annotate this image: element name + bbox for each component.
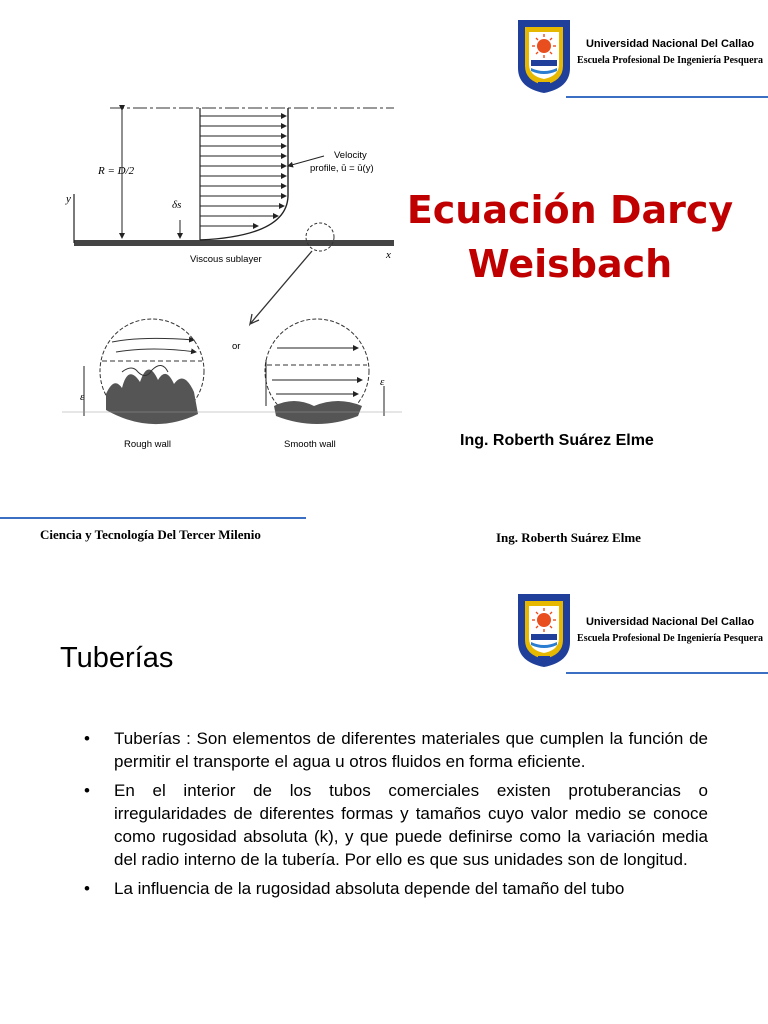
epsilon-left-label: ε <box>80 391 85 403</box>
list-item <box>84 779 708 871</box>
x-axis-label: x <box>386 249 391 261</box>
bullet-text: Tuberías : Son elementos de diferentes materiales que cumplen la función de permitir el transporte el agua u otros fluidos en forma eficiente. <box>114 729 708 771</box>
rough-wall-label: Rough wall <box>124 439 171 450</box>
title-line-1: Ecuación Darcy <box>406 188 734 232</box>
university-logo-icon <box>516 16 572 94</box>
university-logo-icon <box>516 590 572 668</box>
header-text <box>575 38 765 67</box>
velocity-profile-curve <box>200 108 288 240</box>
author-name: Ing. Roberth Suárez Elme <box>460 432 654 449</box>
velocity-arrows <box>200 116 286 226</box>
epsilon-right-label: ε <box>380 376 385 388</box>
bullet-text: La influencia de la rugosidad absoluta depende del tamaño del tubo <box>114 879 625 898</box>
school-name: Escuela Profesional De Ingeniería Pesquera <box>577 55 763 66</box>
list-item <box>84 727 708 773</box>
pipe-wall <box>74 240 394 246</box>
zoom-circle <box>306 223 334 251</box>
bullet-list <box>84 727 708 906</box>
university-name: Universidad Nacional Del Callao <box>585 616 755 628</box>
content-slide <box>0 512 768 1024</box>
or-label: or <box>232 341 241 352</box>
university-name: Universidad Nacional Del Callao <box>585 38 755 50</box>
radius-label: R = D/2 <box>98 165 135 177</box>
sublayer-label: Viscous sublayer <box>190 254 262 265</box>
bullet-icon: • <box>84 781 90 800</box>
rough-wall-circle <box>100 319 204 424</box>
header-rule <box>566 672 768 674</box>
bullet-icon: • <box>84 729 90 748</box>
velocity-label-1: Velocity <box>334 150 367 161</box>
y-axis-label: y <box>66 193 71 205</box>
title-line-2: Weisbach <box>467 242 673 286</box>
delta-label: δs <box>172 199 182 211</box>
header-rule <box>566 96 768 98</box>
school-name: Escuela Profesional De Ingeniería Pesquera <box>577 633 763 644</box>
header-text <box>575 616 765 645</box>
smooth-wall-label: Smooth wall <box>284 439 336 450</box>
slide-title: Tuberías <box>60 642 174 674</box>
boundary-layer-diagram <box>62 96 402 462</box>
bullet-text: En el interior de los tubos comerciales existen protuberancias o irregularidades de diferentes formas y tamaños cuyo valor medio se conoce como rugosidad absoluta (k), y que puede definirse como la variación media del radio interno de la tubería. Por ello es que sus unidades son de longitud. <box>114 781 708 869</box>
footer-left-text: Ciencia y Tecnología Del Tercer Milenio <box>40 527 261 542</box>
footer-right-text: Ing. Roberth Suárez Elme <box>496 530 641 545</box>
list-item <box>84 877 708 900</box>
smooth-wall-circle <box>265 319 369 424</box>
velocity-label-2: profile, ū = ū(y) <box>310 163 374 174</box>
slide-title <box>400 183 740 291</box>
bullet-icon: • <box>84 879 90 898</box>
